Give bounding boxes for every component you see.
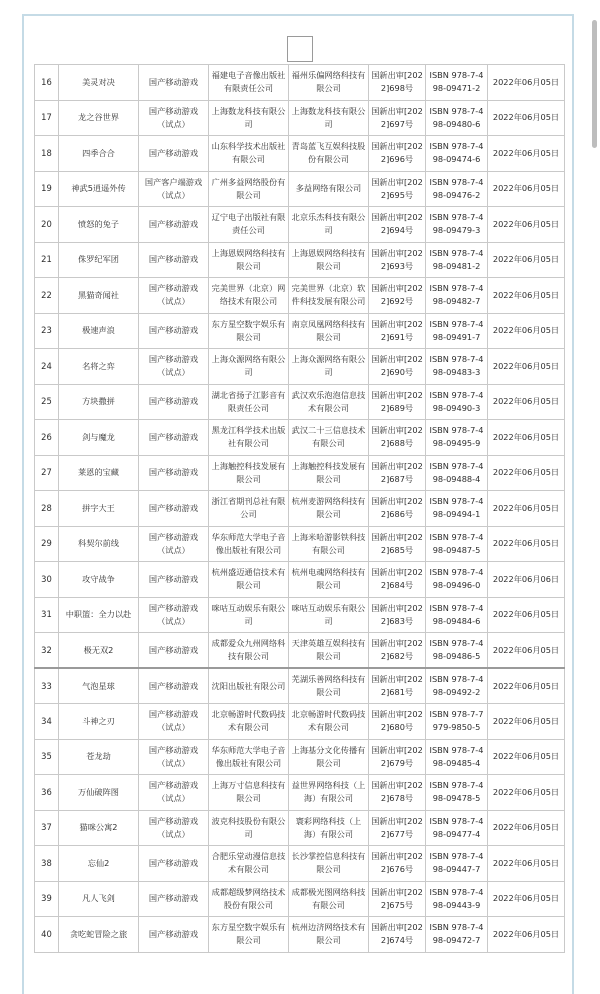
approval-number: 国新出审[2022]681号: [369, 668, 426, 704]
game-name: 极无双2: [59, 633, 139, 669]
game-name: 攻守战争: [59, 562, 139, 598]
operator-unit: 北京畅游时代数码技术有限公司: [289, 704, 369, 740]
row-number: 30: [35, 562, 59, 598]
approval-date: 2022年06月05日: [488, 136, 565, 172]
isbn-number: ISBN 978-7-498-09487-5: [426, 526, 488, 562]
game-name: 中职篮：全力以赴: [59, 597, 139, 633]
row-number: 25: [35, 384, 59, 420]
operator-unit: 成都极光图网络科技有限公司: [289, 881, 369, 917]
approval-date: 2022年06月05日: [488, 810, 565, 846]
game-category: 国产移动游戏: [139, 136, 209, 172]
approval-number: 国新出审[2022]688号: [369, 420, 426, 456]
approval-number: 国新出审[2022]690号: [369, 349, 426, 385]
isbn-number: ISBN 978-7-498-09474-6: [426, 136, 488, 172]
game-name: 忘仙2: [59, 846, 139, 882]
approval-date: 2022年06月05日: [488, 313, 565, 349]
isbn-number: ISBN 978-7-498-09495-9: [426, 420, 488, 456]
approval-date: 2022年06月05日: [488, 881, 565, 917]
table-row: [35, 633, 565, 669]
publisher-unit: 合肥乐堂动漫信息技术有限公司: [209, 846, 289, 882]
approval-date: 2022年06月05日: [488, 846, 565, 882]
publisher-unit: 华东师范大学电子音像出版社有限公司: [209, 526, 289, 562]
operator-unit: 芜湖乐善网络科技有限公司: [289, 668, 369, 704]
approval-number: 国新出审[2022]698号: [369, 65, 426, 101]
publisher-unit: 上海数龙科技有限公司: [209, 100, 289, 136]
table-row: [35, 917, 565, 953]
approval-date: 2022年06月05日: [488, 668, 565, 704]
operator-unit: 杭州边济网络技术有限公司: [289, 917, 369, 953]
isbn-number: ISBN 978-7-498-09486-5: [426, 633, 488, 669]
game-category: 国产移动游戏（试点）: [139, 278, 209, 314]
approval-number: 国新出审[2022]697号: [369, 100, 426, 136]
publisher-unit: 杭州盛迈通信技术有限公司: [209, 562, 289, 598]
approval-number: 国新出审[2022]676号: [369, 846, 426, 882]
game-category: 国产移动游戏: [139, 846, 209, 882]
row-number: 38: [35, 846, 59, 882]
operator-unit: 南京凤凰网络科技有限公司: [289, 313, 369, 349]
publisher-unit: 黑龙江科学技术出版社有限公司: [209, 420, 289, 456]
game-name: 四季合合: [59, 136, 139, 172]
game-category: 国产移动游戏: [139, 917, 209, 953]
row-number: 24: [35, 349, 59, 385]
isbn-number: ISBN 978-7-498-09472-7: [426, 917, 488, 953]
approval-date: 2022年06月05日: [488, 278, 565, 314]
game-category: 国产移动游戏: [139, 65, 209, 101]
approval-date: 2022年06月06日: [488, 562, 565, 598]
operator-unit: 多益网络有限公司: [289, 171, 369, 207]
operator-unit: 武汉欢乐泡泡信息技术有限公司: [289, 384, 369, 420]
table-row: [35, 171, 565, 207]
game-category: 国产移动游戏: [139, 242, 209, 278]
row-number: 26: [35, 420, 59, 456]
row-number: 39: [35, 881, 59, 917]
approval-date: 2022年06月05日: [488, 633, 565, 669]
operator-unit: 长沙掌控信息科技有限公司: [289, 846, 369, 882]
row-number: 16: [35, 65, 59, 101]
row-number: 27: [35, 455, 59, 491]
isbn-number: ISBN 978-7-498-09491-7: [426, 313, 488, 349]
table-row: [35, 739, 565, 775]
operator-unit: 上海数龙科技有限公司: [289, 100, 369, 136]
game-name: 拼字大王: [59, 491, 139, 527]
game-name: 科契尔前线: [59, 526, 139, 562]
scrollbar-thumb[interactable]: [592, 20, 597, 148]
row-number: 22: [35, 278, 59, 314]
approval-number: 国新出审[2022]696号: [369, 136, 426, 172]
game-category: 国产移动游戏（试点）: [139, 349, 209, 385]
approval-number: 国新出审[2022]683号: [369, 597, 426, 633]
table-row: [35, 242, 565, 278]
operator-unit: 青岛蓝飞互娱科技股份有限公司: [289, 136, 369, 172]
approval-number: 国新出审[2022]674号: [369, 917, 426, 953]
row-number: 36: [35, 775, 59, 811]
operator-unit: 寰彩网络科技（上海）有限公司: [289, 810, 369, 846]
row-number: 35: [35, 739, 59, 775]
table-row: [35, 455, 565, 491]
operator-unit: 天津英雄互娱科技有限公司: [289, 633, 369, 669]
operator-unit: 上海米哈游影铁科技有限公司: [289, 526, 369, 562]
table-row: [35, 704, 565, 740]
approval-date: 2022年06月05日: [488, 491, 565, 527]
operator-unit: 北京乐杰科技有限公司: [289, 207, 369, 243]
table-row: [35, 349, 565, 385]
approval-number: 国新出审[2022]682号: [369, 633, 426, 669]
isbn-number: ISBN 978-7-498-09484-6: [426, 597, 488, 633]
operator-unit: 咪咕互动娱乐有限公司: [289, 597, 369, 633]
game-name: 气泡星球: [59, 668, 139, 704]
row-number: 21: [35, 242, 59, 278]
publisher-unit: 完美世界（北京）网络技术有限公司: [209, 278, 289, 314]
table-row: [35, 881, 565, 917]
isbn-number: ISBN 978-7-498-09471-2: [426, 65, 488, 101]
approval-number: 国新出审[2022]691号: [369, 313, 426, 349]
table-body: [35, 65, 565, 953]
game-name: 猫咪公寓2: [59, 810, 139, 846]
publisher-unit: 湖北省扬子江影音有限责任公司: [209, 384, 289, 420]
table-row: [35, 313, 565, 349]
approval-number: 国新出审[2022]679号: [369, 739, 426, 775]
publisher-unit: 上海众源网络有限公司: [209, 349, 289, 385]
row-number: 40: [35, 917, 59, 953]
isbn-number: ISBN 978-7-498-09480-6: [426, 100, 488, 136]
approval-date: 2022年06月05日: [488, 775, 565, 811]
publisher-unit: 上海万寸信息科技有限公司: [209, 775, 289, 811]
approval-date: 2022年06月05日: [488, 242, 565, 278]
row-number: 23: [35, 313, 59, 349]
approval-date: 2022年06月05日: [488, 597, 565, 633]
game-category: 国产移动游戏: [139, 420, 209, 456]
row-number: 33: [35, 668, 59, 704]
isbn-number: ISBN 978-7-498-09482-7: [426, 278, 488, 314]
operator-unit: 福州乐偏网络科技有限公司: [289, 65, 369, 101]
approval-number: 国新出审[2022]677号: [369, 810, 426, 846]
approval-date: 2022年06月05日: [488, 384, 565, 420]
table-row: [35, 420, 565, 456]
row-number: 20: [35, 207, 59, 243]
operator-unit: 上海基分文化传播有限公司: [289, 739, 369, 775]
table-row: [35, 775, 565, 811]
approval-number: 国新出审[2022]694号: [369, 207, 426, 243]
publisher-unit: 咪咕互动娱乐有限公司: [209, 597, 289, 633]
row-number: 28: [35, 491, 59, 527]
isbn-number: ISBN 978-7-498-09490-3: [426, 384, 488, 420]
isbn-number: ISBN 978-7-498-09485-4: [426, 739, 488, 775]
publisher-unit: 华东师范大学电子音像出版社有限公司: [209, 739, 289, 775]
approval-date: 2022年06月05日: [488, 455, 565, 491]
row-number: 18: [35, 136, 59, 172]
row-number: 17: [35, 100, 59, 136]
isbn-number: ISBN 978-7-7979-9850-5: [426, 704, 488, 740]
game-category: 国产移动游戏（试点）: [139, 597, 209, 633]
operator-unit: 上海恩娱网络科技有限公司: [289, 242, 369, 278]
table-row: [35, 278, 565, 314]
approval-number: 国新出审[2022]678号: [369, 775, 426, 811]
game-name: 名将之弈: [59, 349, 139, 385]
operator-unit: 完美世界（北京）软件科技发展有限公司: [289, 278, 369, 314]
publisher-unit: 东方星空数字娱乐有限公司: [209, 917, 289, 953]
operator-unit: 上海触控科技发展有限公司: [289, 455, 369, 491]
game-category: 国产移动游戏: [139, 668, 209, 704]
publisher-unit: 辽宁电子出版社有限责任公司: [209, 207, 289, 243]
game-category: 国产客户端游戏（试点）: [139, 171, 209, 207]
approval-date: 2022年06月05日: [488, 917, 565, 953]
publisher-unit: 东方星空数字娱乐有限公司: [209, 313, 289, 349]
approval-date: 2022年06月05日: [488, 739, 565, 775]
approval-date: 2022年06月05日: [488, 100, 565, 136]
game-name: 万仙破阵图: [59, 775, 139, 811]
isbn-number: ISBN 978-7-498-09496-0: [426, 562, 488, 598]
approval-number: 国新出审[2022]689号: [369, 384, 426, 420]
publisher-unit: 沈阳出版社有限公司: [209, 668, 289, 704]
isbn-number: ISBN 978-7-498-09492-2: [426, 668, 488, 704]
operator-unit: 杭州电魂网络科技有限公司: [289, 562, 369, 598]
table-row: [35, 384, 565, 420]
game-name: 侏罗纪军团: [59, 242, 139, 278]
operator-unit: 上海众源网络有限公司: [289, 349, 369, 385]
operator-unit: 武汉二十三信息技术有限公司: [289, 420, 369, 456]
table-row: [35, 597, 565, 633]
publisher-unit: 成都超级梦网络技术股份有限公司: [209, 881, 289, 917]
publisher-unit: 山东科学技术出版社有限公司: [209, 136, 289, 172]
row-number: 34: [35, 704, 59, 740]
game-name: 剑与魔龙: [59, 420, 139, 456]
game-name: 斗神之刃: [59, 704, 139, 740]
approval-number: 国新出审[2022]693号: [369, 242, 426, 278]
isbn-number: ISBN 978-7-498-09443-9: [426, 881, 488, 917]
isbn-number: ISBN 978-7-498-09481-2: [426, 242, 488, 278]
isbn-number: ISBN 978-7-498-09488-4: [426, 455, 488, 491]
approval-date: 2022年06月05日: [488, 65, 565, 101]
publisher-unit: 广州多益网络股份有限公司: [209, 171, 289, 207]
operator-unit: 益世界网络科技（上海）有限公司: [289, 775, 369, 811]
game-category: 国产移动游戏: [139, 633, 209, 669]
game-category: 国产移动游戏（试点）: [139, 100, 209, 136]
approval-date: 2022年06月05日: [488, 420, 565, 456]
game-name: 莱恩的宝藏: [59, 455, 139, 491]
publisher-unit: 上海触控科技发展有限公司: [209, 455, 289, 491]
game-name: 美灵对决: [59, 65, 139, 101]
game-category: 国产移动游戏: [139, 207, 209, 243]
game-name: 黑猫奇闻社: [59, 278, 139, 314]
game-name: 苍龙劫: [59, 739, 139, 775]
approval-date: 2022年06月05日: [488, 171, 565, 207]
game-name: 神武5逍遥外传: [59, 171, 139, 207]
approval-date: 2022年06月05日: [488, 526, 565, 562]
table-row: [35, 100, 565, 136]
game-name: 极速声浪: [59, 313, 139, 349]
table-row: [35, 846, 565, 882]
isbn-number: ISBN 978-7-498-09483-3: [426, 349, 488, 385]
approval-date: 2022年06月05日: [488, 207, 565, 243]
isbn-number: ISBN 978-7-498-09477-4: [426, 810, 488, 846]
publisher-unit: 福建电子音像出版社有限责任公司: [209, 65, 289, 101]
publisher-unit: 波克科技股份有限公司: [209, 810, 289, 846]
game-category: 国产移动游戏: [139, 562, 209, 598]
game-name: 方块撒拼: [59, 384, 139, 420]
approval-table: [34, 64, 565, 953]
game-name: 龙之谷世界: [59, 100, 139, 136]
approval-number: 国新出审[2022]692号: [369, 278, 426, 314]
game-category: 国产移动游戏（试点）: [139, 704, 209, 740]
game-category: 国产移动游戏（试点）: [139, 775, 209, 811]
publisher-unit: 浙江省期刊总社有限公司: [209, 491, 289, 527]
operator-unit: 杭州麦游网络科技有限公司: [289, 491, 369, 527]
approval-number: 国新出审[2022]675号: [369, 881, 426, 917]
isbn-number: ISBN 978-7-498-09478-5: [426, 775, 488, 811]
row-number: 32: [35, 633, 59, 669]
approval-number: 国新出审[2022]695号: [369, 171, 426, 207]
table-row: [35, 207, 565, 243]
publisher-unit: 北京畅游时代数码技术有限公司: [209, 704, 289, 740]
publisher-unit: 上海恩娱网络科技有限公司: [209, 242, 289, 278]
game-category: 国产移动游戏（试点）: [139, 526, 209, 562]
game-category: 国产移动游戏（试点）: [139, 810, 209, 846]
publisher-unit: 成都爱众九州网络科技有限公司: [209, 633, 289, 669]
approval-number: 国新出审[2022]680号: [369, 704, 426, 740]
isbn-number: ISBN 978-7-498-09479-3: [426, 207, 488, 243]
game-name: 愤怒的兔子: [59, 207, 139, 243]
row-number: 29: [35, 526, 59, 562]
game-category: 国产移动游戏（试点）: [139, 739, 209, 775]
table-row: [35, 136, 565, 172]
isbn-number: ISBN 978-7-498-09476-2: [426, 171, 488, 207]
approval-number: 国新出审[2022]686号: [369, 491, 426, 527]
game-category: 国产移动游戏: [139, 313, 209, 349]
game-category: 国产移动游戏: [139, 455, 209, 491]
approval-number: 国新出审[2022]685号: [369, 526, 426, 562]
game-category: 国产移动游戏: [139, 384, 209, 420]
approval-date: 2022年06月05日: [488, 349, 565, 385]
isbn-number: ISBN 978-7-498-09494-1: [426, 491, 488, 527]
approval-number: 国新出审[2022]687号: [369, 455, 426, 491]
approval-date: 2022年06月05日: [488, 704, 565, 740]
image-placeholder-icon: [287, 36, 313, 62]
game-name: 贪吃蛇冒险之旅: [59, 917, 139, 953]
row-number: 19: [35, 171, 59, 207]
table-row: [35, 668, 565, 704]
game-name: 凡人飞剑: [59, 881, 139, 917]
approval-number: 国新出审[2022]684号: [369, 562, 426, 598]
table-row: [35, 65, 565, 101]
table-row: [35, 526, 565, 562]
game-category: 国产移动游戏: [139, 491, 209, 527]
table-row: [35, 491, 565, 527]
row-number: 37: [35, 810, 59, 846]
isbn-number: ISBN 978-7-498-09447-7: [426, 846, 488, 882]
table-row: [35, 562, 565, 598]
table-row: [35, 810, 565, 846]
game-category: 国产移动游戏: [139, 881, 209, 917]
row-number: 31: [35, 597, 59, 633]
